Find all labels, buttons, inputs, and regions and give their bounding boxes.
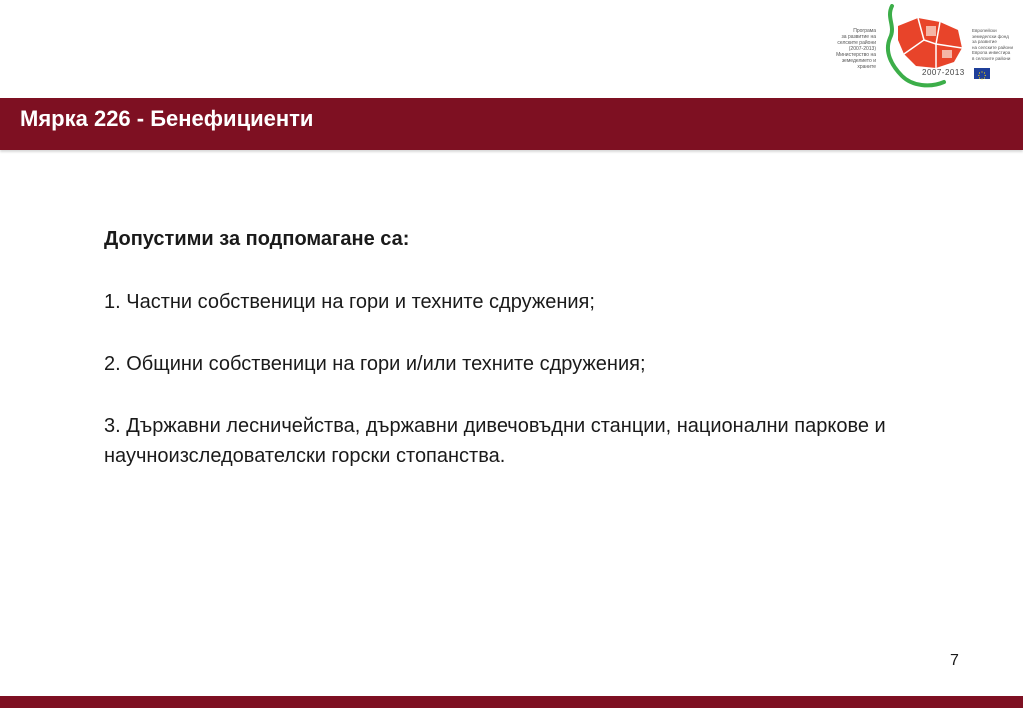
title-bar [0,98,1023,150]
logo-text-line: в селските райони [972,55,1011,61]
eu-flag-icon [974,68,990,79]
logo-text-line: за развитие на [841,34,876,40]
slide-title: Мярка 226 - Бенефициенти [20,106,314,131]
logo-text-line: храните [857,64,876,70]
logo-text-line: Министерство на [836,52,876,58]
footer-bar [0,696,1023,708]
list-item: 1. Частни собственици на гори и техните сдружения; [104,291,595,313]
logo-text-line: земеделието и [841,58,876,64]
logo-text-line: Програма [853,28,876,34]
list-item: 2. Общини собственици на гори и/или техните сдружения; [104,353,646,375]
page-number: 7 [950,652,959,669]
logo-text-line: земеделски фонд [972,33,1009,39]
logo-text-line: Европейски [972,28,997,33]
logo-program-text [828,28,876,70]
list-item: 3. Държавни лесничейства, държавни дивечовъдни станции, национални паркове и научноизследователски горски стопанства. [104,415,886,467]
logo-text-line: на селските райони [972,44,1013,50]
logo-text-line: за развитие [972,39,997,44]
logo-text-line: Европа инвестира [972,50,1011,55]
logo-fund-text [972,28,1012,61]
slide-body [104,228,964,503]
logo-text-line: селските райони [837,40,876,46]
program-logo [828,4,1013,90]
logo-text-line: (2007-2013) [848,46,876,52]
logo-years: 2007-2013 [922,68,965,77]
bulgaria-map-logo-icon [878,4,970,90]
eligibility-heading: Допустими за подпомагане са: [104,228,410,250]
